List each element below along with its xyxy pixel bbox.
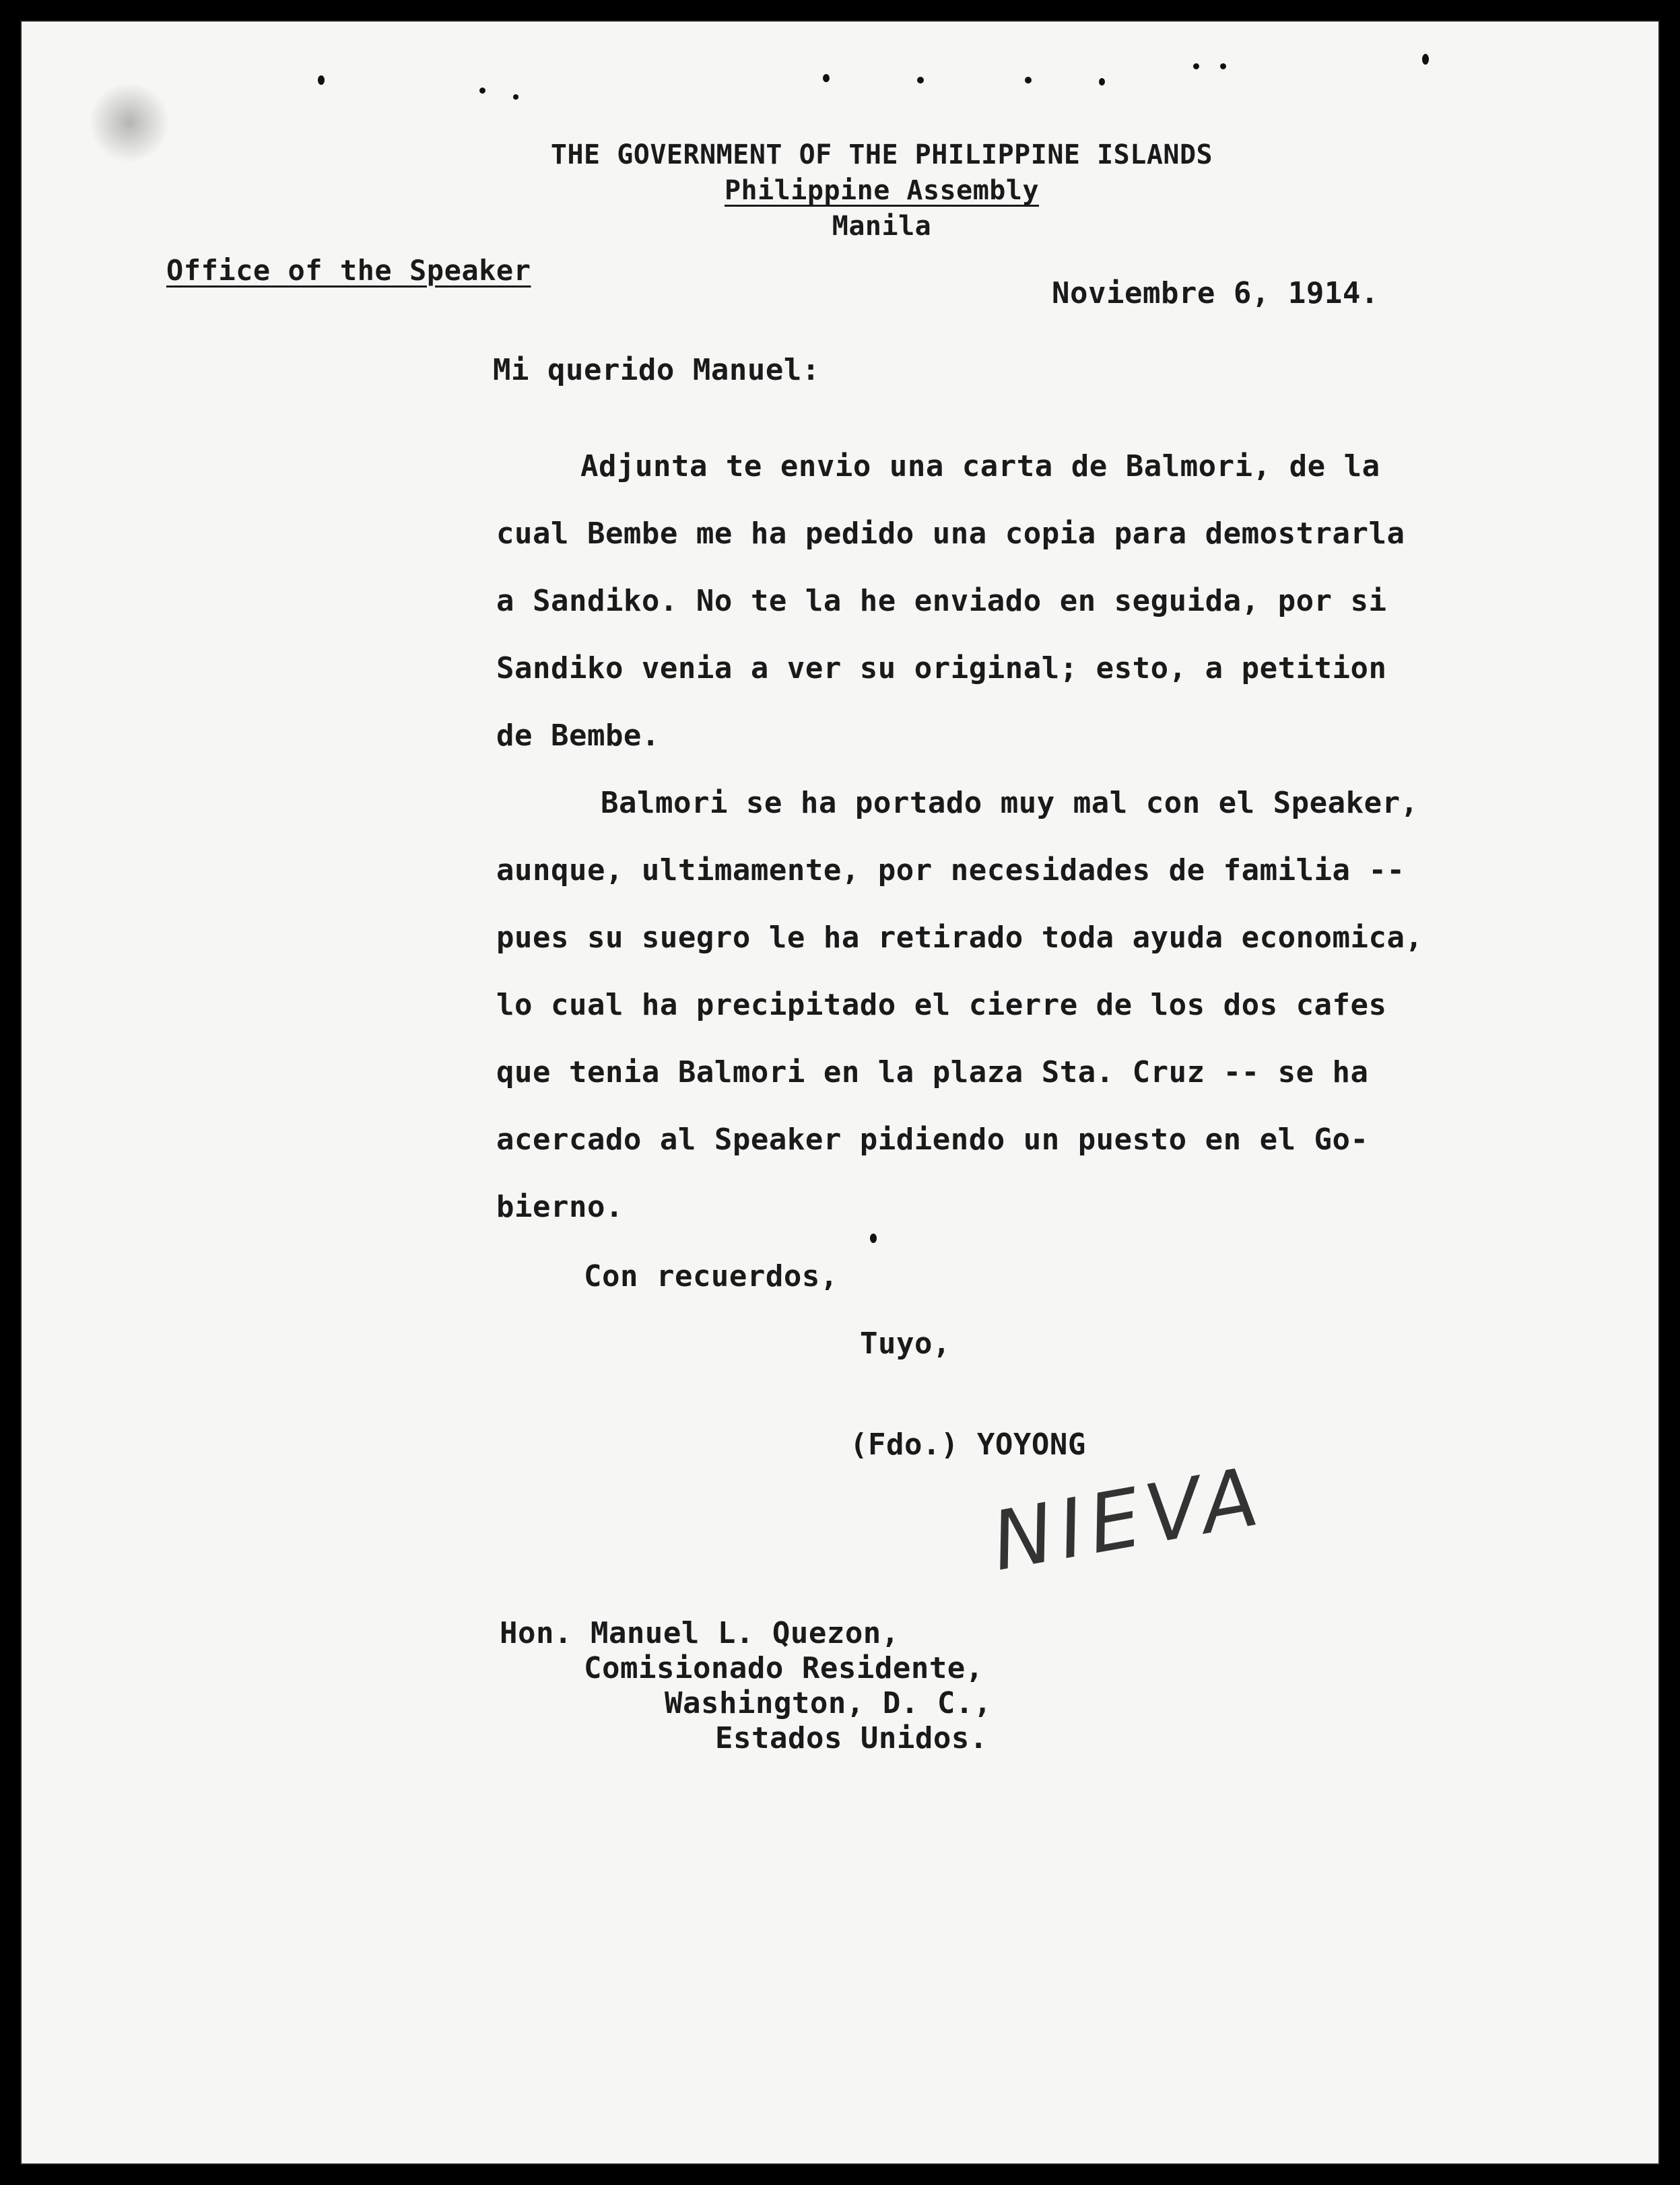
address-line: Washington, D. C., (665, 1686, 992, 1720)
speck (318, 75, 325, 85)
paragraph-line: pues su suegro le ha retirado toda ayuda economica, (496, 920, 1423, 955)
valediction: Tuyo, (860, 1326, 951, 1361)
paragraph-line: cual Bembe me ha pedido una copia para demostrarla (496, 516, 1405, 551)
address-line: Estados Unidos. (715, 1721, 988, 1755)
letter-date: Noviembre 6, 1914. (1052, 276, 1379, 310)
paragraph-line: acercado al Speaker pidiendo un puesto en el Go- (496, 1122, 1369, 1157)
paragraph-line: bierno. (496, 1190, 624, 1224)
speck (1220, 63, 1226, 69)
address-line: Hon. Manuel L. Quezon, (500, 1616, 900, 1650)
office-label: Office of the Speaker (166, 254, 531, 287)
paragraph-line: a Sandiko. No te la he enviado en seguida, por si (496, 584, 1387, 618)
speck (1193, 63, 1199, 69)
paragraph-line: de Bembe. (496, 718, 660, 753)
speck (513, 94, 518, 100)
speck (917, 77, 924, 83)
paragraph-line: aunque, ultimamente, por necesidades de familia -- (496, 853, 1405, 887)
speck (1422, 54, 1429, 65)
paragraph-line: Adjunta te envio una carta de Balmori, de la (580, 449, 1380, 483)
address-line: Comisionado Residente, (584, 1651, 984, 1685)
letterhead-assembly: Philippine Assembly (724, 175, 1040, 206)
speck (823, 74, 830, 82)
letterhead-city: Manila (832, 211, 932, 242)
salutation: Mi querido Manuel: (493, 353, 820, 387)
speck (870, 1234, 877, 1243)
speck (479, 88, 485, 94)
paragraph-line: que tenia Balmori en la plaza Sta. Cruz -- se ha (496, 1055, 1369, 1089)
paragraph-line: Sandiko venia a ver su original; esto, a petition (496, 651, 1387, 685)
paragraph-line: Balmori se ha portado muy mal con el Speaker, (601, 786, 1419, 820)
handwritten-note: NIEVA (985, 1449, 1271, 1590)
signature: (Fdo.) YOYONG (850, 1427, 1086, 1462)
closing: Con recuerdos, (584, 1259, 838, 1293)
document-page (20, 20, 1660, 2165)
letterhead-title: THE GOVERNMENT OF THE PHILIPPINE ISLANDS (550, 139, 1213, 170)
paragraph-line: lo cual ha precipitado el cierre de los dos cafes (496, 988, 1387, 1022)
speck (1099, 78, 1105, 86)
speck (1025, 77, 1032, 83)
